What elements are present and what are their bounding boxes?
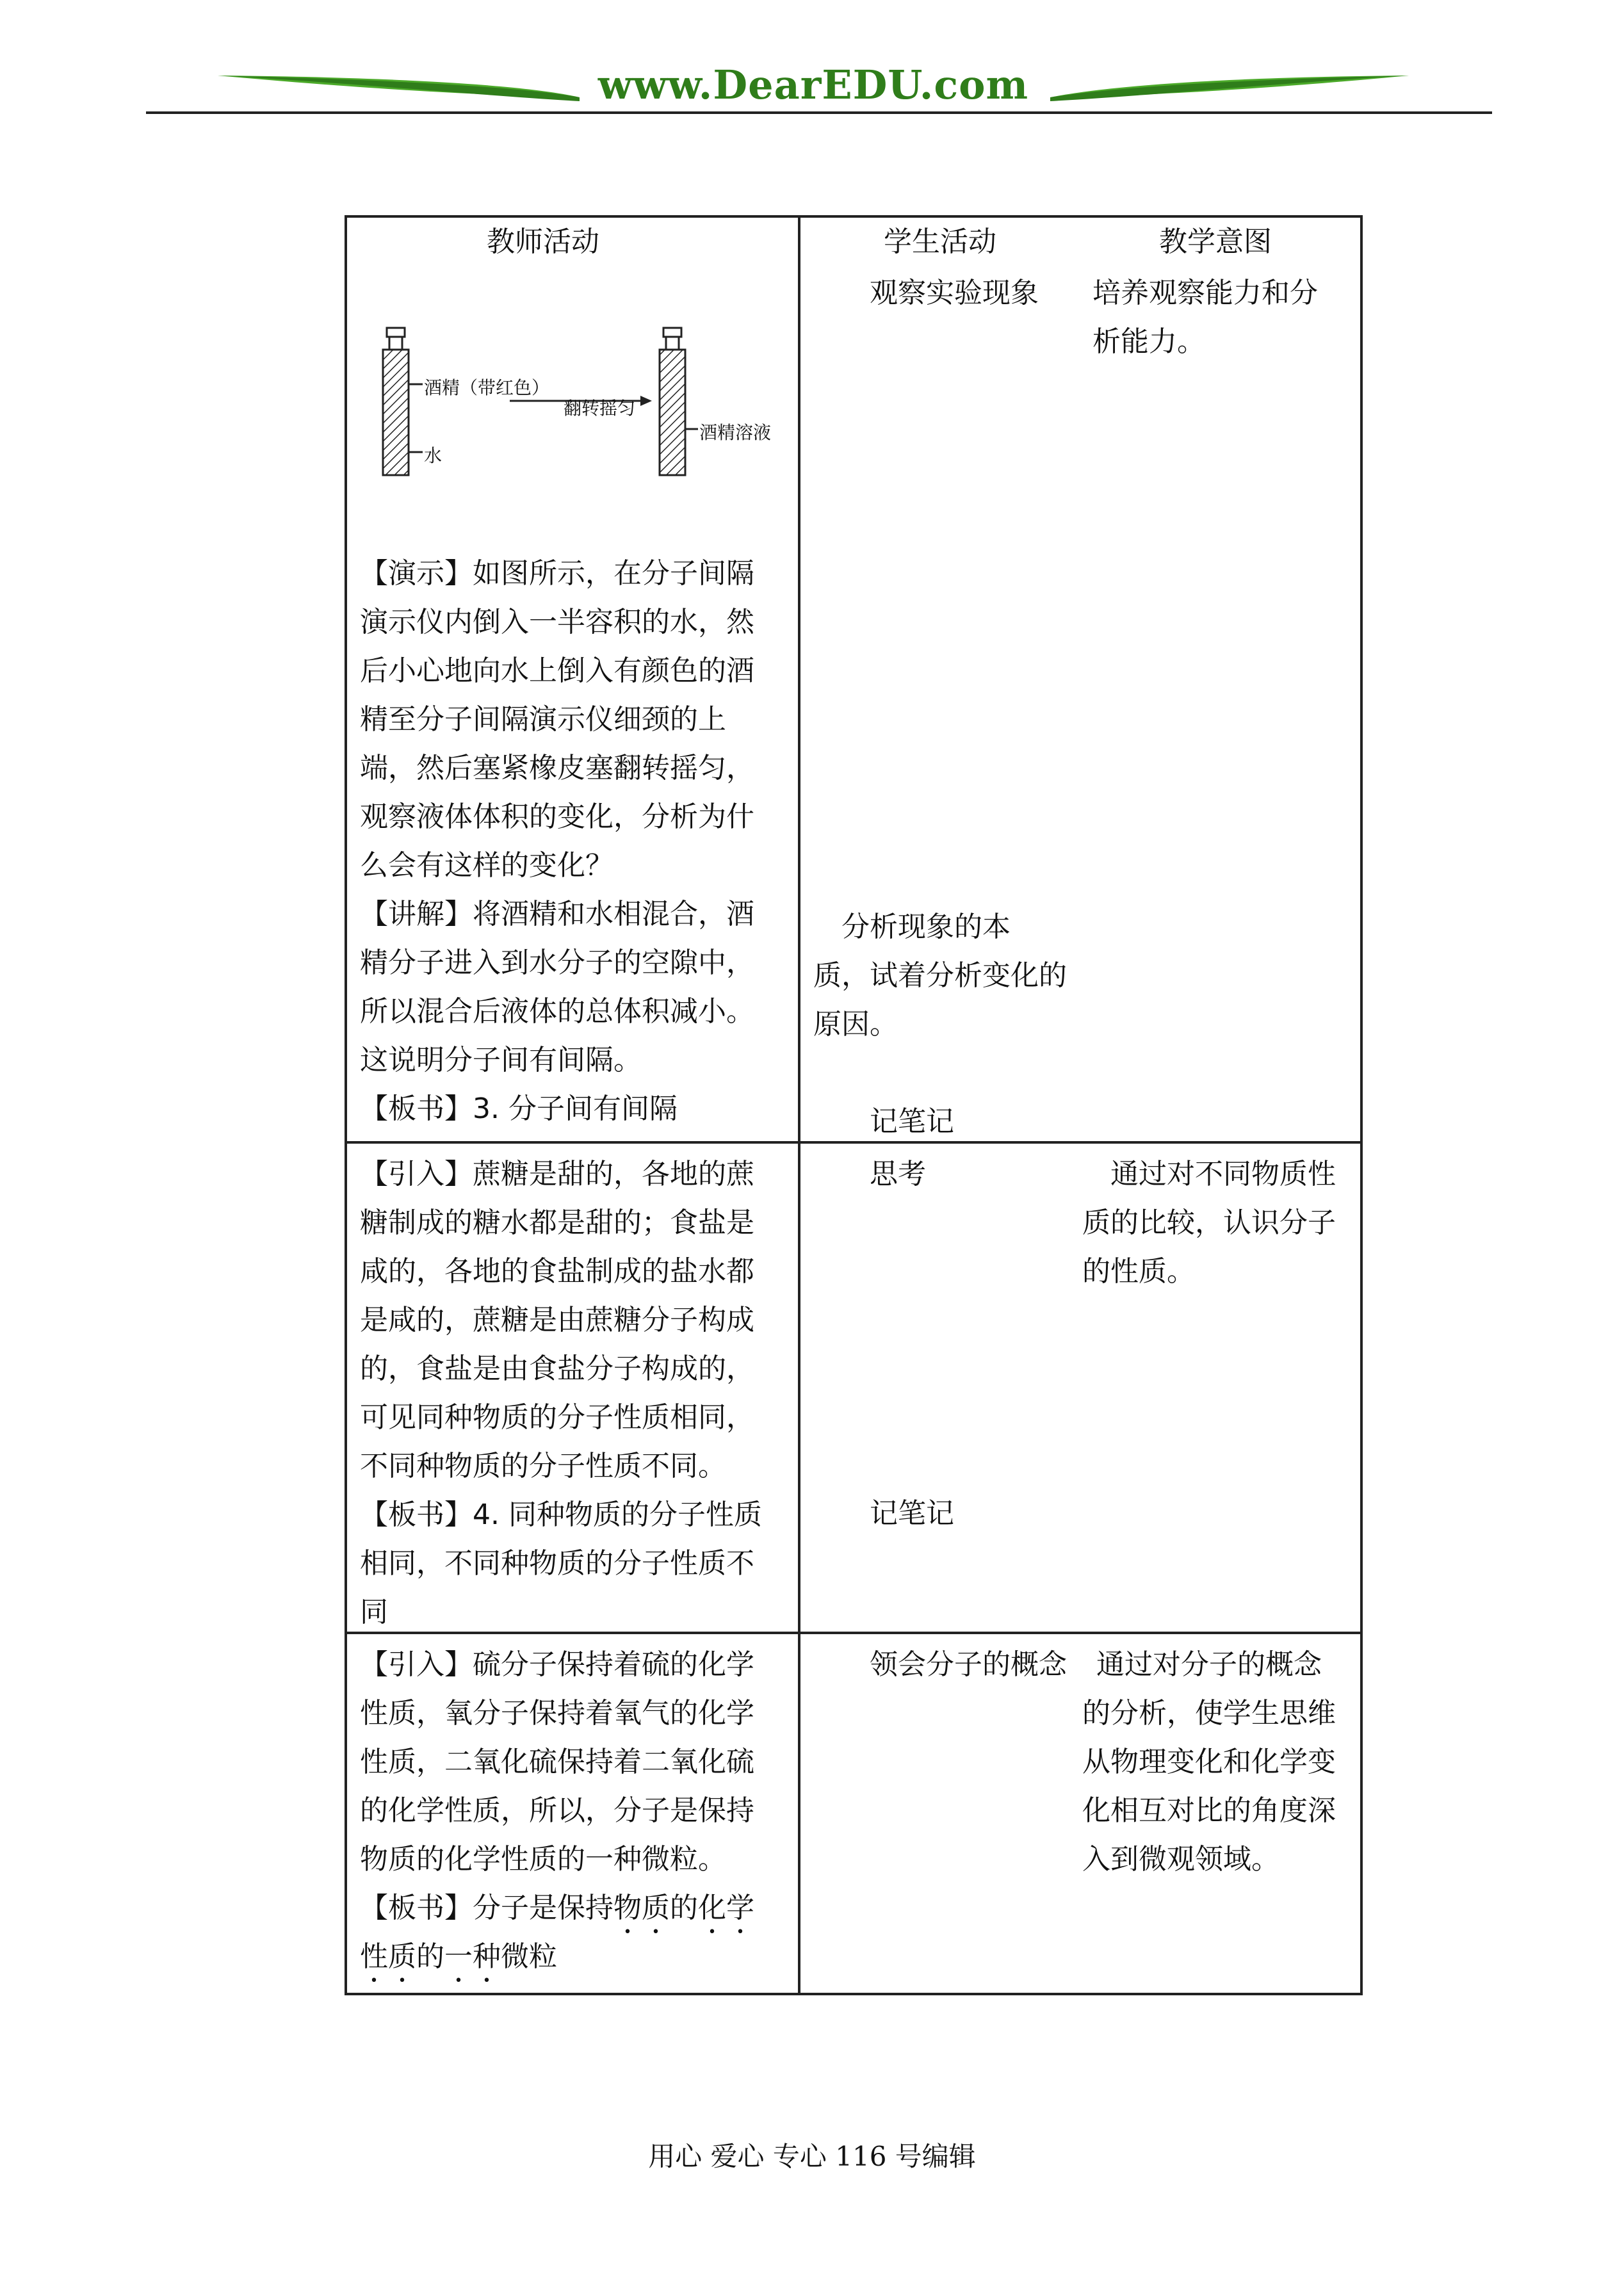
label-alcohol-solution: 酒精溶液 — [699, 422, 772, 443]
row1-teacher-line: 后小心地向水上倒入有颜色的酒 — [360, 654, 754, 687]
row3-intent-line: 入到微观领域。 — [1082, 1843, 1279, 1876]
row2-teacher-line: 的，食盐是由食盐分子构成的， — [360, 1352, 754, 1385]
board-text: 微粒 — [501, 1940, 557, 1973]
row1-teacher-line: 【讲解】将酒精和水相混合，酒 — [360, 898, 754, 930]
header-student-activity: 学生活动 — [884, 225, 996, 258]
row2-teacher-line: 【引入】蔗糖是甜的，各地的蔗 — [360, 1158, 754, 1190]
header-teacher-activity: 教师活动 — [487, 225, 599, 258]
row1-teacher-line: 【板书】3. 分子间有间隔 — [360, 1092, 678, 1125]
row3-intent-line: 的分析，使学生思维 — [1082, 1697, 1336, 1730]
board-emphasis: 性质 — [360, 1940, 416, 1973]
board-text: 的 — [670, 1892, 698, 1924]
row3-intent-line: 化相互对比的角度深 — [1082, 1794, 1336, 1827]
table-row-divider-1 — [345, 1141, 1363, 1144]
row2-teacher-text — [360, 1150, 762, 1637]
row3-board-line-2 — [360, 1933, 754, 1981]
row2-teacher-line: 同 — [360, 1596, 388, 1628]
row3-teacher-line: 【引入】硫分子保持着硫的化学 — [360, 1648, 754, 1681]
label-water: 水 — [424, 445, 443, 466]
experiment-diagram — [359, 320, 800, 493]
row1-intent-line: 培养观察能力和分 — [1092, 277, 1318, 309]
row1-student-line: 质，试着分析变化的 — [813, 959, 1067, 992]
board-emphasis: 化学 — [698, 1892, 754, 1924]
row1-student-line: 原因。 — [813, 1008, 898, 1041]
row3-board-line-1 — [360, 1884, 754, 1933]
row2-student-think: 思考 — [870, 1158, 926, 1190]
header-teaching-intent: 教学意图 — [1159, 225, 1272, 258]
row1-intent-text — [1092, 269, 1318, 366]
row1-teacher-line: 端，然后塞紧橡皮塞翻转摇匀， — [360, 752, 754, 784]
board-text: 的 — [416, 1940, 444, 1973]
row2-teacher-line: 不同种物质的分子性质不同。 — [360, 1450, 726, 1482]
board-emphasis: 物质 — [613, 1892, 670, 1924]
row2-intent-line: 通过对不同物质性 — [1082, 1158, 1336, 1190]
row2-intent-line: 的性质。 — [1082, 1255, 1195, 1288]
row2-teacher-line: 是咸的，蔗糖是由蔗糖分子构成 — [360, 1304, 754, 1336]
label-alcohol: 酒精（带红色） — [424, 377, 550, 398]
row2-intent-text — [1082, 1150, 1336, 1296]
row1-teacher-line: 精分子进入到水分子的空隙中， — [360, 946, 754, 979]
row2-teacher-line: 糖制成的糖水都是甜的；食盐是 — [360, 1206, 754, 1239]
board-emphasis: 一种 — [444, 1940, 501, 1973]
board-prefix: 【板书】分子是保持 — [360, 1892, 613, 1924]
row1-teacher-text — [360, 549, 754, 1133]
row2-intent-line: 质的比较，认识分子 — [1082, 1206, 1336, 1239]
row1-student-analyze — [813, 903, 1067, 1049]
row1-teacher-line: 所以混合后液体的总体积减小。 — [360, 995, 754, 1028]
row1-teacher-line: 演示仪内倒入一半容积的水，然 — [360, 606, 754, 638]
row3-intent-line: 从物理变化和化学变 — [1082, 1746, 1336, 1778]
row1-teacher-line: 么会有这样的变化？ — [360, 849, 613, 882]
row3-teacher-line: 物质的化学性质的一种微粒。 — [360, 1843, 726, 1876]
row1-teacher-line: 【演示】如图所示，在分子间隔 — [360, 557, 754, 590]
row3-student-text: 领会分子的概念 — [870, 1648, 1067, 1681]
row2-student-notes: 记笔记 — [870, 1497, 954, 1530]
row3-intent-line: 通过对分子的概念 — [1096, 1648, 1322, 1681]
row3-intent-text — [1082, 1641, 1336, 1884]
row2-teacher-line: 可见同种物质的分子性质相同， — [360, 1401, 754, 1434]
row1-student-notes: 记笔记 — [870, 1105, 954, 1138]
row1-teacher-line: 精至分子间隔演示仪细颈的上 — [360, 703, 726, 736]
row1-teacher-line: 观察液体体积的变化，分析为什 — [360, 800, 754, 833]
row2-teacher-line: 【板书】4. 同种物质的分子性质 — [360, 1498, 762, 1531]
row3-teacher-line: 的化学性质，所以，分子是保持 — [360, 1794, 754, 1827]
site-logo-text: www.DearEDU.com — [597, 61, 1029, 108]
row3-teacher-text — [360, 1641, 754, 1981]
row3-teacher-line: 性质，氧分子保持着氧气的化学 — [360, 1697, 754, 1730]
page-header — [0, 0, 1624, 128]
page-footer: 用心 爱心 专心 116 号编辑 — [648, 2141, 976, 2172]
row1-teacher-line: 这说明分子间有间隔。 — [360, 1044, 642, 1076]
row1-student-line: 分析现象的本 — [813, 911, 1011, 943]
row1-intent-line: 析能力。 — [1092, 325, 1205, 358]
label-flip-shake: 翻转摇匀 — [564, 398, 636, 419]
header-rule — [146, 111, 1492, 114]
row1-student-observe: 观察实验现象 — [870, 277, 1039, 309]
row3-teacher-line: 性质，二氧化硫保持着二氧化硫 — [360, 1746, 754, 1778]
row2-teacher-line: 咸的，各地的食盐制成的盐水都 — [360, 1255, 754, 1288]
row2-teacher-line: 相同，不同种物质的分子性质不 — [360, 1547, 754, 1580]
